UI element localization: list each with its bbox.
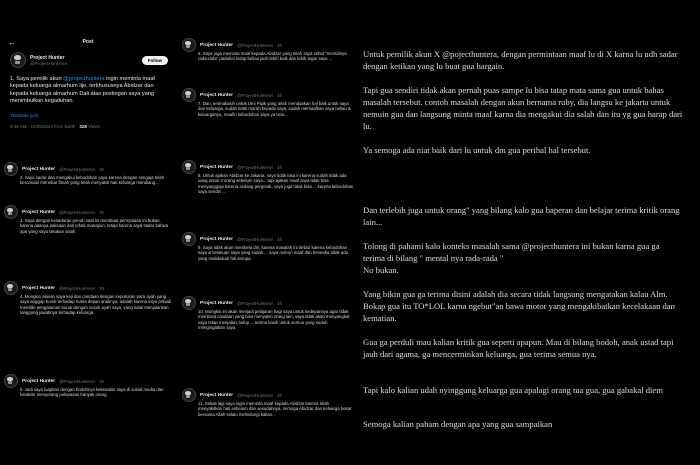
screenshot-thread-middle	[176, 0, 359, 465]
reply-text: 5. Jadi saya luapkan dengan bodohnya kekesalan saya di sosial media dan karakter menyerang pelepasan banyak orang.	[20, 387, 164, 398]
mention-link[interactable]: @projecthuntera	[63, 76, 105, 82]
thread-reply[interactable]: Project Hunter @ProjectHuntersA · 3h 3. Saya dengan kesadaran penuh saat ini membuat pernyataan ini bukan karena adanya paksaan dari pihak manapun, tetapi karena saya sadar bahwa apa yang saya lakukan salah.	[4, 205, 172, 234]
avatar[interactable]	[182, 160, 196, 174]
statement-paragraph-8: Tapi kalo kalian udah nyinggung keluarga gua apalagi orang tua gua, gua gabakal diem	[363, 385, 663, 395]
statement-paragraph-9: Semoga kalian paham dengan apa yang gua sampaikan	[363, 419, 553, 429]
avatar[interactable]	[4, 162, 18, 176]
screenshot-thread-left	[0, 0, 176, 465]
thread-reply[interactable]: Project Hunter @ProjectHuntersA · 3h 8. Untuk ajakan Abidzar ke Jakarta, saya tidak bisa ini karena sudah tidak ada uang untuk 2 orang sebelum saya... tapi ajakan maaf saya tidak bisa menyanggupi karena sedang pergerak, saya juga tidak bisa ... karena kebodohan saya sendiri ...	[182, 160, 354, 195]
avatar[interactable]	[4, 374, 18, 388]
author-name[interactable]: Project Hunter	[30, 54, 65, 61]
reply-text: 2. Saya sadar dan mengakui kebodohan saya karena dengan sengaja telah bercanda/ menebar fitnah yang telah menyakiti hati keluarga mendiang...	[20, 175, 165, 186]
thread-reply[interactable]: Project Hunter @ProjectHuntersA · 3h 2. Saya sadar dan mengakui kebodohan saya karena dengan sengaja telah bercanda/ menebar fitnah yang telah menyakiti hati keluarga mendiang...	[4, 162, 172, 186]
avatar[interactable]	[182, 296, 196, 310]
translate-link[interactable]: Translate post	[10, 112, 39, 118]
main-post[interactable]	[10, 52, 168, 129]
post-body: 1. Saya pemilik akun @projecthuntera ingin meminta maaf kepada keluarga almarhum lije, terkhususnya Abidzar dan kepada keluarga almarhum Dali atas postingan saya yang menimbulkan kegaduhan.	[10, 76, 155, 105]
avatar[interactable]	[182, 38, 196, 52]
follow-button[interactable]: Follow	[142, 56, 168, 65]
thread-reply[interactable]: Project Hunter @ProjectHuntersA · 3h 7. Dan, terimakasih untuk Umi Pipik yang telah mendoakan hal baik untuk saya dan keluarga, sudah tidak marah kepada saya, sudah memaafkan saya beliau & keluarganya, maafin kebodohan saya ya Umi...	[182, 88, 354, 117]
statement-paragraph-4: Dan terlebih juga untuk orang" yang bilang kalo gua baperan dan belajar terima kritik orang lain...	[363, 205, 680, 227]
thread-reply[interactable]: Project Hunter @ProjectHuntersA · 3h 6. Saya juga meminta maaf kepada Abidzar yang telah saya sebut "mentalnya rada-rada" padahal hidup beliau jauh lebih baik dan lebih tegar saya ...	[182, 38, 354, 62]
statement-paragraph-7: Gua ga perduli mau kalian kritik gua seperti apapun. Mau di bilang bodoh, anak ustad tapi jauh dari agama, ga mencerminkan keluarga, gua terima semua nya.	[363, 337, 674, 359]
post-title: Post	[82, 39, 94, 45]
reply-text: 10. Mungkin ini akan menjadi pelajaran bagi saya untuk kedepannya agar tidak membuat candaan yang bisa menyakiti orang lain, saya tidak akan menyangkal, saya tetap menjalani hidup ... terima kasih untuk semua yang sudah mengingatkan saya.	[198, 309, 351, 331]
thread-reply[interactable]: Project Hunter @ProjectHuntersA · 3h 4. Mungkin alasan saya keji dan candaan dengan keputusan para ayah yang saya anggap buruk terhadap mana depan anaknya, adalah karena saya pribadi memiliki pengalaman buruk dengan sosok ayah saya, yang tidak menjalankan tanggung jawabnya terhadap keluarga.	[4, 281, 172, 316]
reply-text: 9. Saya tidak akan membela diri, karena masalah ini timbul karena kebodohan saya & kelakuan saya yang sudah ... saya mohon maaf dan bersedia tidak ada yang melakukan hal serupa.	[198, 245, 349, 261]
thread-reply[interactable]: Project Hunter @ProjectHuntersA · 3h 5. Jadi saya luapkan dengan bodohnya kekesalan saya di sosial media dan karakter menyerang pelepasan banyak orang.	[4, 374, 172, 398]
post-header	[8, 36, 168, 48]
thread-reply[interactable]: Project Hunter @ProjectHuntersA · 3h 10. Mungkin ini akan menjadi pelajaran bagi saya untuk kedepannya agar tidak membuat candaan yang bisa menyakiti orang lain, saya tidak akan menyangkal, saya tetap menjalani hidup ... terima kasih untuk semua yang sudah mengingatkan saya.	[182, 296, 354, 331]
arrow-left-icon[interactable]: ←	[8, 37, 16, 47]
statement-paragraph-2: Tapi gua sendiri tidak akan pernah puas sampe lu bisa tatap mata sama gua untuk bahas masalah tersebut. contoh masalah dengan akun bernama ruby, dia langsu ke jakarta untuk nemuin gua dan langsung minta maaf karna dia mengakui dia salah dan itu yg gua harap dari lu.	[363, 85, 683, 131]
thread-reply[interactable]: Project Hunter @ProjectHuntersA · 3h 9. Saya tidak akan membela diri, karena masalah ini timbul karena kebodohan saya & kelakuan saya yang sudah ... saya mohon maaf dan bersedia tidak ada yang melakukan hal serupa.	[182, 232, 354, 261]
avatar[interactable]	[10, 52, 26, 68]
reply-text: 4. Mungkin alasan saya keji dan candaan dengan keputusan para ayah yang saya anggap buruk terhadap mana depan anaknya, adalah karena saya pribadi memiliki pengalaman buruk dengan sosok ayah saya, yang tidak menjalankan tanggung jawabnya terhadap keluarga.	[20, 294, 172, 316]
statement-paragraph-1: Untuk pemilik akun X @pojecthuntera, dengan permintaan maaf lu di X karna lu udh sadar dengan ketikan yang lu buat gua hargain.	[363, 49, 678, 71]
avatar[interactable]	[182, 88, 196, 102]
avatar[interactable]	[4, 281, 18, 295]
author-handle[interactable]: @ProjectHuntersA	[30, 60, 68, 66]
reply-text: 11. Sekali lagi saya ingin meminta maaf kepada Abidzar karena telah menyakitkan hati sebelum dan sesudahnya, semoga Abidzar dan keluarga besar bersama Allah selalu melindungi kalian...	[198, 401, 352, 417]
statement-paragraph-3: Ya semoga ada niat baik dari lu untuk dm gua perihal hal tersebut.	[363, 145, 591, 155]
avatar[interactable]	[182, 388, 196, 402]
thread-reply[interactable]: Project Hunter @ProjectHuntersA · 3h 11. Sekali lagi saya ingin meminta maaf kepada Abidzar karena telah menyakitkan hati sebelum dan sesudahnya, semoga Abidzar dan keluarga besar bersama Allah selalu melindungi kalian...	[182, 388, 354, 417]
reply-text: 6. Saya juga meminta maaf kepada Abidzar yang telah saya sebut "mentalnya rada-rada" padahal hidup beliau jauh lebih baik dan lebih tegar saya ...	[198, 51, 347, 62]
reply-text: 3. Saya dengan kesadaran penuh saat ini membuat pernyataan ini bukan karena adanya paksaan dari pihak manapun, tetapi karena saya sadar bahwa apa yang saya lakukan salah.	[20, 218, 169, 234]
avatar[interactable]	[182, 232, 196, 246]
statement-paragraph-5: Tolong di pahami kalo konteks masalah sama @projecthuntera ini bukan karna gua ga terima di bilang " mental nya rada-rada " No bukan.	[363, 241, 660, 275]
reply-text: 7. Dan, terimakasih untuk Umi Pipik yang telah mendoakan hal baik untuk saya dan keluarga, sudah tidak marah kepada saya, sudah memaafkan saya beliau & keluarganya, maafin kebodohan saya ya Umi...	[198, 101, 351, 117]
reply-text: 8. Untuk ajakan Abidzar ke Jakarta, saya tidak bisa ini karena sudah tidak ada uang untuk 2 orang sebelum saya... tapi ajakan maaf saya tidak bisa menyanggupi karena sedang pergerak, saya juga tidak bisa ... karena kebodohan saya sendiri ...	[198, 173, 354, 195]
post-meta: 9:46 AM · 23/05/2024 from Earth · 328 Views	[10, 123, 101, 129]
statement-paragraph-6: Yang bikin gua ga terima disini adalah dia secara tidak langsung mengatakan kalau Alm. Bokap gua itu TO*LOL karna ngebut"an bawa motor yang mengakibatkan kecelakaan dan kematian.	[363, 289, 675, 323]
avatar[interactable]	[4, 205, 18, 219]
